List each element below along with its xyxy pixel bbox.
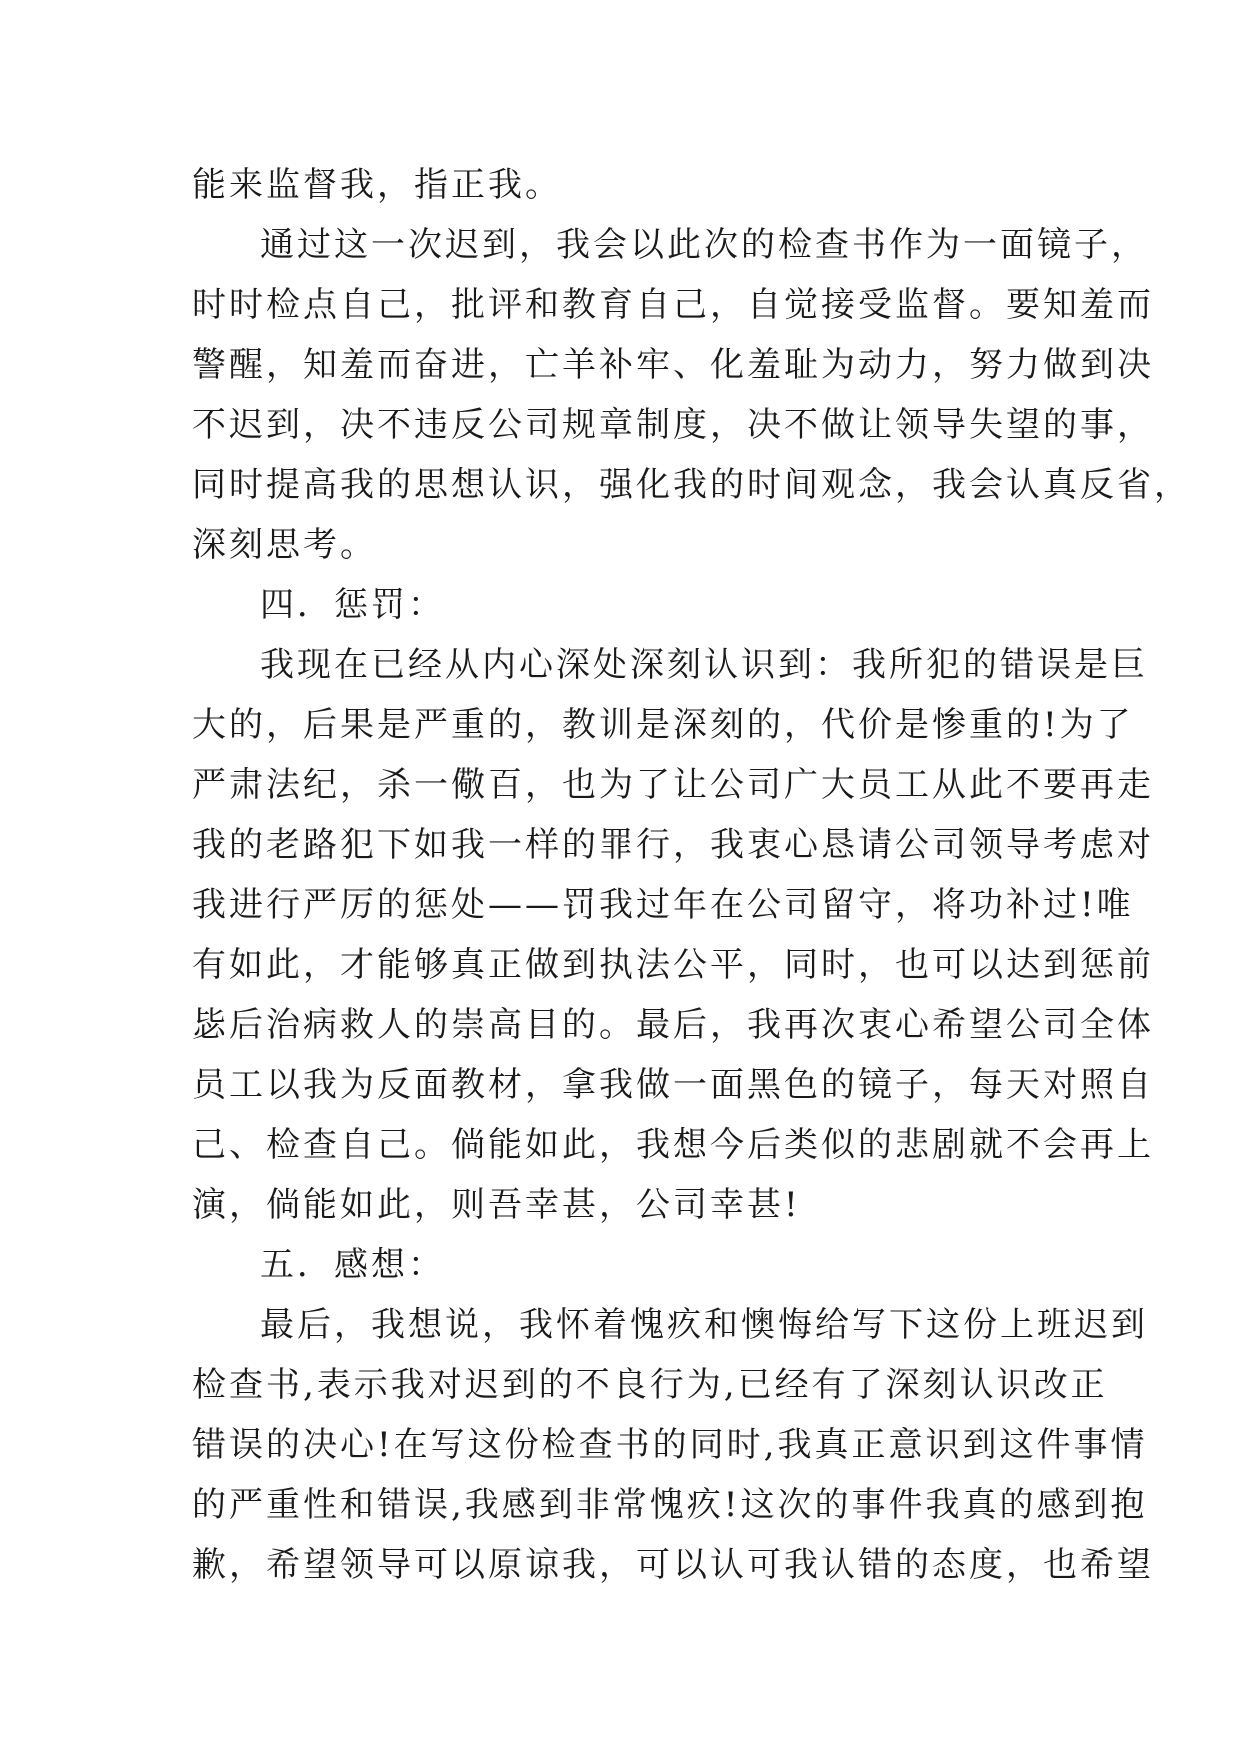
text-line: 我的老路犯下如我一样的罪行，我衷心恳请公司领导考虑对 bbox=[192, 825, 1154, 865]
text-line: 警醒，知羞而奋进，亡羊补牢、化羞耻为动力，努力做到决 bbox=[192, 345, 1154, 385]
document-body bbox=[192, 155, 1191, 1595]
text-line: 歉，希望领导可以原谅我，可以认可我认错的态度，也希望 bbox=[192, 1545, 1154, 1585]
text-line: 时时检点自己，批评和教育自己，自觉接受监督。要知羞而 bbox=[192, 285, 1154, 325]
paragraph-first-line: 最后，我想说，我怀着愧疚和懊悔给写下这份上班迟到 bbox=[260, 1305, 1148, 1345]
text-line: 能来监督我，指正我。 bbox=[192, 165, 562, 205]
text-line: 员工以我为反面教材，拿我做一面黑色的镜子，每天对照自 bbox=[192, 1065, 1154, 1105]
text-line: 深刻思考。 bbox=[192, 525, 377, 565]
text-line: 己、检查自己。倘能如此，我想今后类似的悲剧就不会再上 bbox=[192, 1125, 1154, 1165]
text-line: 毖后治病救人的崇高目的。最后，我再次衷心希望公司全体 bbox=[192, 1005, 1154, 1045]
text-line: 错误的决心!在写这份检查书的同时,我真正意识到这件事情 bbox=[192, 1425, 1148, 1465]
text-line: 我进行严厉的惩处——罚我过年在公司留守，将功补过!唯 bbox=[192, 885, 1134, 925]
paragraph-first-line: 四．惩罚： bbox=[260, 585, 445, 625]
text-line: 不迟到，决不违反公司规章制度，决不做让领导失望的事， bbox=[192, 405, 1154, 445]
text-line: 同时提高我的思想认识，强化我的时间观念，我会认真反省， bbox=[192, 465, 1191, 505]
paragraph-first-line: 我现在已经从内心深处深刻认识到：我所犯的错误是巨 bbox=[260, 645, 1148, 685]
text-line: 有如此，才能够真正做到执法公平，同时，也可以达到惩前 bbox=[192, 945, 1154, 985]
paragraph-first-line: 五．感想： bbox=[260, 1245, 445, 1285]
text-line: 检查书,表示我对迟到的不良行为,已经有了深刻认识改正 bbox=[192, 1365, 1108, 1405]
text-line: 的严重性和错误,我感到非常愧疚!这次的事件我真的感到抱 bbox=[192, 1485, 1148, 1525]
paragraph-first-line: 通过这一次迟到，我会以此次的检查书作为一面镜子， bbox=[260, 225, 1148, 265]
text-line: 演，倘能如此，则吾幸甚，公司幸甚! bbox=[192, 1185, 801, 1225]
text-line: 严肃法纪，杀一儆百，也为了让公司广大员工从此不要再走 bbox=[192, 765, 1154, 805]
text-line: 大的，后果是严重的，教训是深刻的，代价是惨重的!为了 bbox=[192, 705, 1134, 745]
